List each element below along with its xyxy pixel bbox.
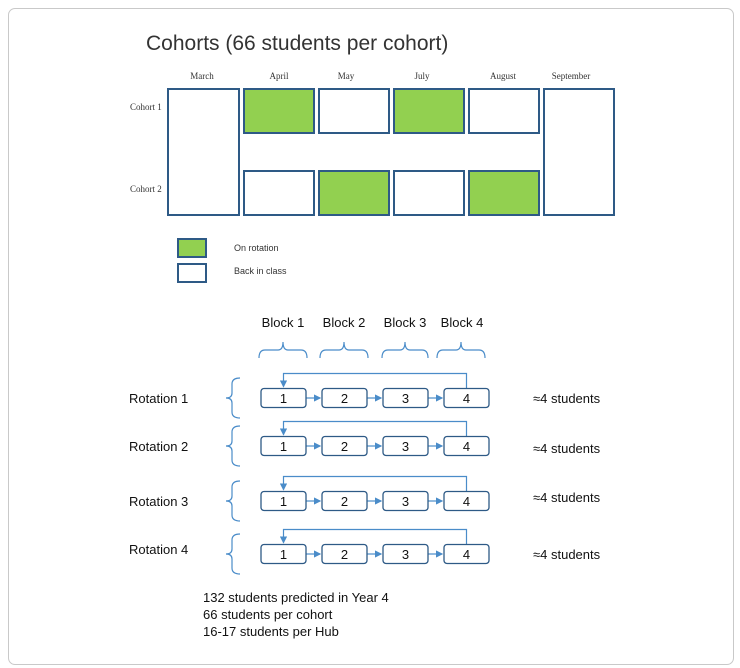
rotation-4-brace [226, 534, 240, 574]
cohort-2-label: Cohort 2 [130, 184, 162, 194]
rotation-2-label: Rotation 2 [129, 439, 189, 454]
note-predicted-students: 132 students predicted in Year 4 [203, 590, 389, 605]
block-4-label: Block 4 [440, 315, 484, 330]
rotation-1-count: ≈4 students [533, 391, 601, 406]
month-august: August [489, 71, 517, 81]
rotation-1-brace [226, 378, 240, 418]
block-2-brace [320, 342, 368, 358]
rotation-4-node-2-label: 2 [340, 547, 349, 562]
cohort-1-label: Cohort 1 [130, 102, 162, 112]
block-1-brace [259, 342, 307, 358]
rotation-1-node-1-label: 1 [279, 391, 288, 406]
rotation-3-node-2-label: 2 [340, 494, 349, 509]
rotation-3-loop-arrow [284, 477, 467, 492]
rotation-3-node-3-label: 3 [401, 494, 410, 509]
month-september: September [551, 71, 591, 81]
legend-on-rotation-label: On rotation [234, 243, 279, 253]
block-1-label: Block 1 [261, 315, 305, 330]
rotation-3-node-1-label: 1 [279, 494, 288, 509]
block-3-brace [382, 342, 428, 358]
rotation-4-node-4-label: 4 [462, 547, 471, 562]
month-july: July [414, 71, 430, 81]
rotation-4-node-1-label: 1 [279, 547, 288, 562]
month-march: March [190, 71, 214, 81]
rotation-4-node-3-label: 3 [401, 547, 410, 562]
rotation-2-node-4-label: 4 [462, 439, 471, 454]
rotation-3-node-4-label: 4 [462, 494, 471, 509]
rotation-1-label: Rotation 1 [129, 391, 189, 406]
rotation-1-node-4-label: 4 [462, 391, 471, 406]
block-3-label: Block 3 [383, 315, 427, 330]
rotation-2-node-2-label: 2 [340, 439, 349, 454]
rotation-2-node-3-label: 3 [401, 439, 410, 454]
legend-back-in-class-label: Back in class [234, 266, 287, 276]
rotation-1-node-2-label: 2 [340, 391, 349, 406]
rotation-4-count: ≈4 students [533, 547, 601, 562]
rotation-1-node-3-label: 3 [401, 391, 410, 406]
rotation-3-count: ≈4 students [533, 490, 601, 505]
rotation-4-label: Rotation 4 [129, 542, 189, 557]
note-students-per-cohort: 66 students per cohort [203, 607, 333, 622]
rotation-2-loop-arrow [284, 422, 467, 437]
month-april: April [269, 71, 289, 81]
rotation-2-count: ≈4 students [533, 441, 601, 456]
rotation-2-brace [226, 426, 240, 466]
month-may: May [337, 71, 355, 81]
rotation-1-loop-arrow [284, 374, 467, 389]
rotation-3-label: Rotation 3 [129, 494, 189, 509]
block-4-brace [437, 342, 485, 358]
note-students-per-hub: 16-17 students per Hub [203, 624, 339, 639]
diagram-title: Cohorts (66 students per cohort) [146, 32, 449, 55]
rotation-2-node-1-label: 1 [279, 439, 288, 454]
block-2-label: Block 2 [322, 315, 366, 330]
rotation-3-brace [226, 481, 240, 521]
rotation-4-loop-arrow [284, 530, 467, 545]
